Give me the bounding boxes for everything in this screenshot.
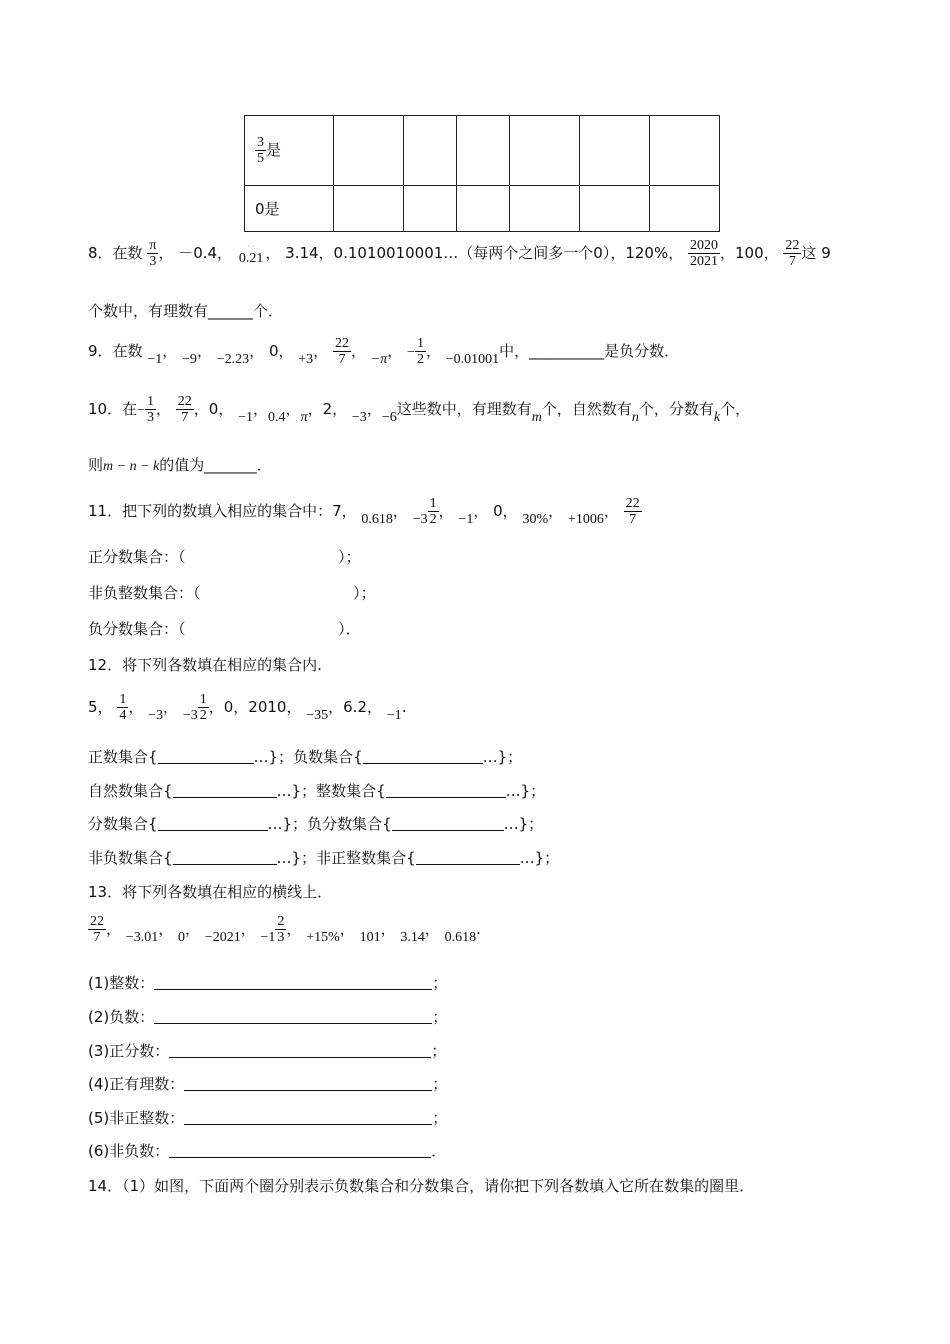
q13-integers: (1)整数： ；	[88, 974, 448, 992]
question-11: 11．把下列的数填入相应的集合中：7， 0.618， −3 $\frac{1}{2}$ ， −1， 0， 30%， +1006， $\frac{22}{7}$	[88, 496, 640, 527]
answer-blank[interactable]	[363, 749, 483, 764]
q13-nonnegatives: (6)非负数： ．	[88, 1142, 447, 1160]
table-cell	[457, 116, 510, 186]
fraction-22-7: $\frac{22}{7}$	[785, 238, 800, 269]
negative-fraction-set: 负分数集合：（ ）．	[88, 620, 361, 638]
question-13-title: 13．将下列各数填在相应的横线上．	[88, 883, 333, 901]
table-cell	[650, 186, 720, 232]
fraction-1-2: $\frac{1}{2}$	[429, 496, 437, 527]
table-cell	[510, 186, 580, 232]
question-12-numbers: 5， $\frac{1}{4}$ ， −3， −3 $\frac{1}{2}$ ，0，2010， −35，6.2， −1.	[88, 692, 407, 723]
table-cell	[510, 116, 580, 186]
table-cell	[580, 186, 650, 232]
answer-blank[interactable]	[392, 816, 504, 831]
answer-blank[interactable]	[154, 1009, 432, 1024]
table-cell	[334, 186, 404, 232]
fraction-1-4: $\frac{1}{4}$	[119, 692, 127, 723]
answer-blank[interactable]	[154, 975, 432, 990]
answer-blank[interactable]	[184, 1110, 432, 1125]
answer-blank[interactable]	[184, 1076, 432, 1091]
table-cell	[404, 186, 457, 232]
positive-fraction-set: 正分数集合：（ ）；	[88, 548, 361, 566]
nonneg-nonpositive-sets: 非负数集合{ …}；非正整数集合{ …}；	[88, 849, 560, 867]
answer-blank[interactable]	[386, 783, 506, 798]
fraction-pi-3: $\frac{\pi}{3}$	[149, 238, 157, 269]
natural-integer-sets: 自然数集合{ …}；整数集合{ …}；	[88, 782, 546, 800]
question-8: 8．在数 $\frac{\pi}{3}$ ， －0.4， · · 0.21 ， 3.14，0.1010010001…（每两个之间多一个0），120%， $\frac{2020}{2021}$ ，100， $\frac{22}{7}$ 这 9	[88, 238, 831, 269]
label-text: 0是	[255, 200, 280, 218]
question-10: 10．在− $\frac{1}{3}$ ， $\frac{22}{7}$ ，0， −1，0.4，π，2， −3，−6这些数中，有理数有m个，自然数有n个，分数有k个，	[88, 394, 751, 425]
answer-blank[interactable]	[169, 1043, 431, 1058]
q13-positive-rationals: (4)正有理数： ；	[88, 1075, 448, 1093]
non-negative-integer-set: 非负整数集合：（ ）；	[88, 584, 376, 602]
fraction-22-7: $\frac{22}{7}$	[625, 496, 640, 527]
fraction-2020-2021: $\frac{2020}{2021}$	[690, 238, 718, 269]
q13-nonpositive-integers: (5)非正整数： ；	[88, 1109, 448, 1127]
question-14: 14．（1）如图，下面两个圈分别表示负数集合和分数集合，请你把下列各数填入它所在数集的圈里．	[88, 1177, 755, 1195]
answer-blank[interactable]	[158, 749, 254, 764]
table-cell	[580, 116, 650, 186]
table-cell	[404, 116, 457, 186]
question-13-numbers: $\frac{22}{7}$ ， −3.01， 0， −2021， −1 $\frac{2}{3}$ ， +15%， 101， 3.14， 0.618.	[90, 914, 481, 945]
fraction-22-7: $\frac{22}{7}$	[334, 336, 349, 367]
answer-blank[interactable]	[158, 816, 268, 831]
fraction-negfraction-sets: 分数集合{ …}；负分数集合{ …}；	[88, 815, 544, 833]
fraction-2-3: $\frac{2}{3}$	[277, 914, 285, 945]
answer-table	[244, 115, 720, 232]
fraction-1-2: $\frac{1}{2}$	[199, 692, 207, 723]
fraction-1-2: $\frac{1}{2}$	[416, 336, 424, 367]
q13-negatives: (2)负数： ；	[88, 1008, 448, 1026]
q13-positive-fractions: (3)正分数： ；	[88, 1042, 447, 1060]
fraction-22-7: $\frac{22}{7}$	[177, 394, 192, 425]
table-cell	[334, 116, 404, 186]
table-row-label	[245, 186, 334, 232]
fraction-1-3: $\frac{1}{3}$	[147, 394, 154, 425]
question-8-line2: 个数中，有理数有______个．	[88, 302, 284, 320]
answer-blank[interactable]	[416, 850, 520, 865]
answer-blank[interactable]	[173, 783, 277, 798]
label-text: 是	[266, 141, 282, 159]
fraction-3-5: $\frac{3}{5}$	[257, 135, 264, 166]
repeating-decimal: · · 0.21	[238, 241, 264, 266]
question-10-line2: 则m − n − k的值为_______．	[88, 456, 272, 474]
table-row-label	[245, 116, 334, 186]
table-cell	[457, 186, 510, 232]
table-cell	[650, 116, 720, 186]
answer-blank[interactable]	[173, 850, 277, 865]
fraction-22-7: $\frac{22}{7}$	[90, 914, 104, 945]
positive-negative-sets: 正数集合{ …}；负数集合{ …}；	[88, 748, 523, 766]
question-12-title: 12．将下列各数填在相应的集合内.	[88, 656, 322, 674]
question-9: 9．在数 −1， −9， −2.23， 0， +3， $\frac{22}{7}$ ， −π， − $\frac{1}{2}$ ， −0.01001中，__________是负分数．	[88, 336, 680, 367]
answer-blank[interactable]	[169, 1143, 431, 1158]
